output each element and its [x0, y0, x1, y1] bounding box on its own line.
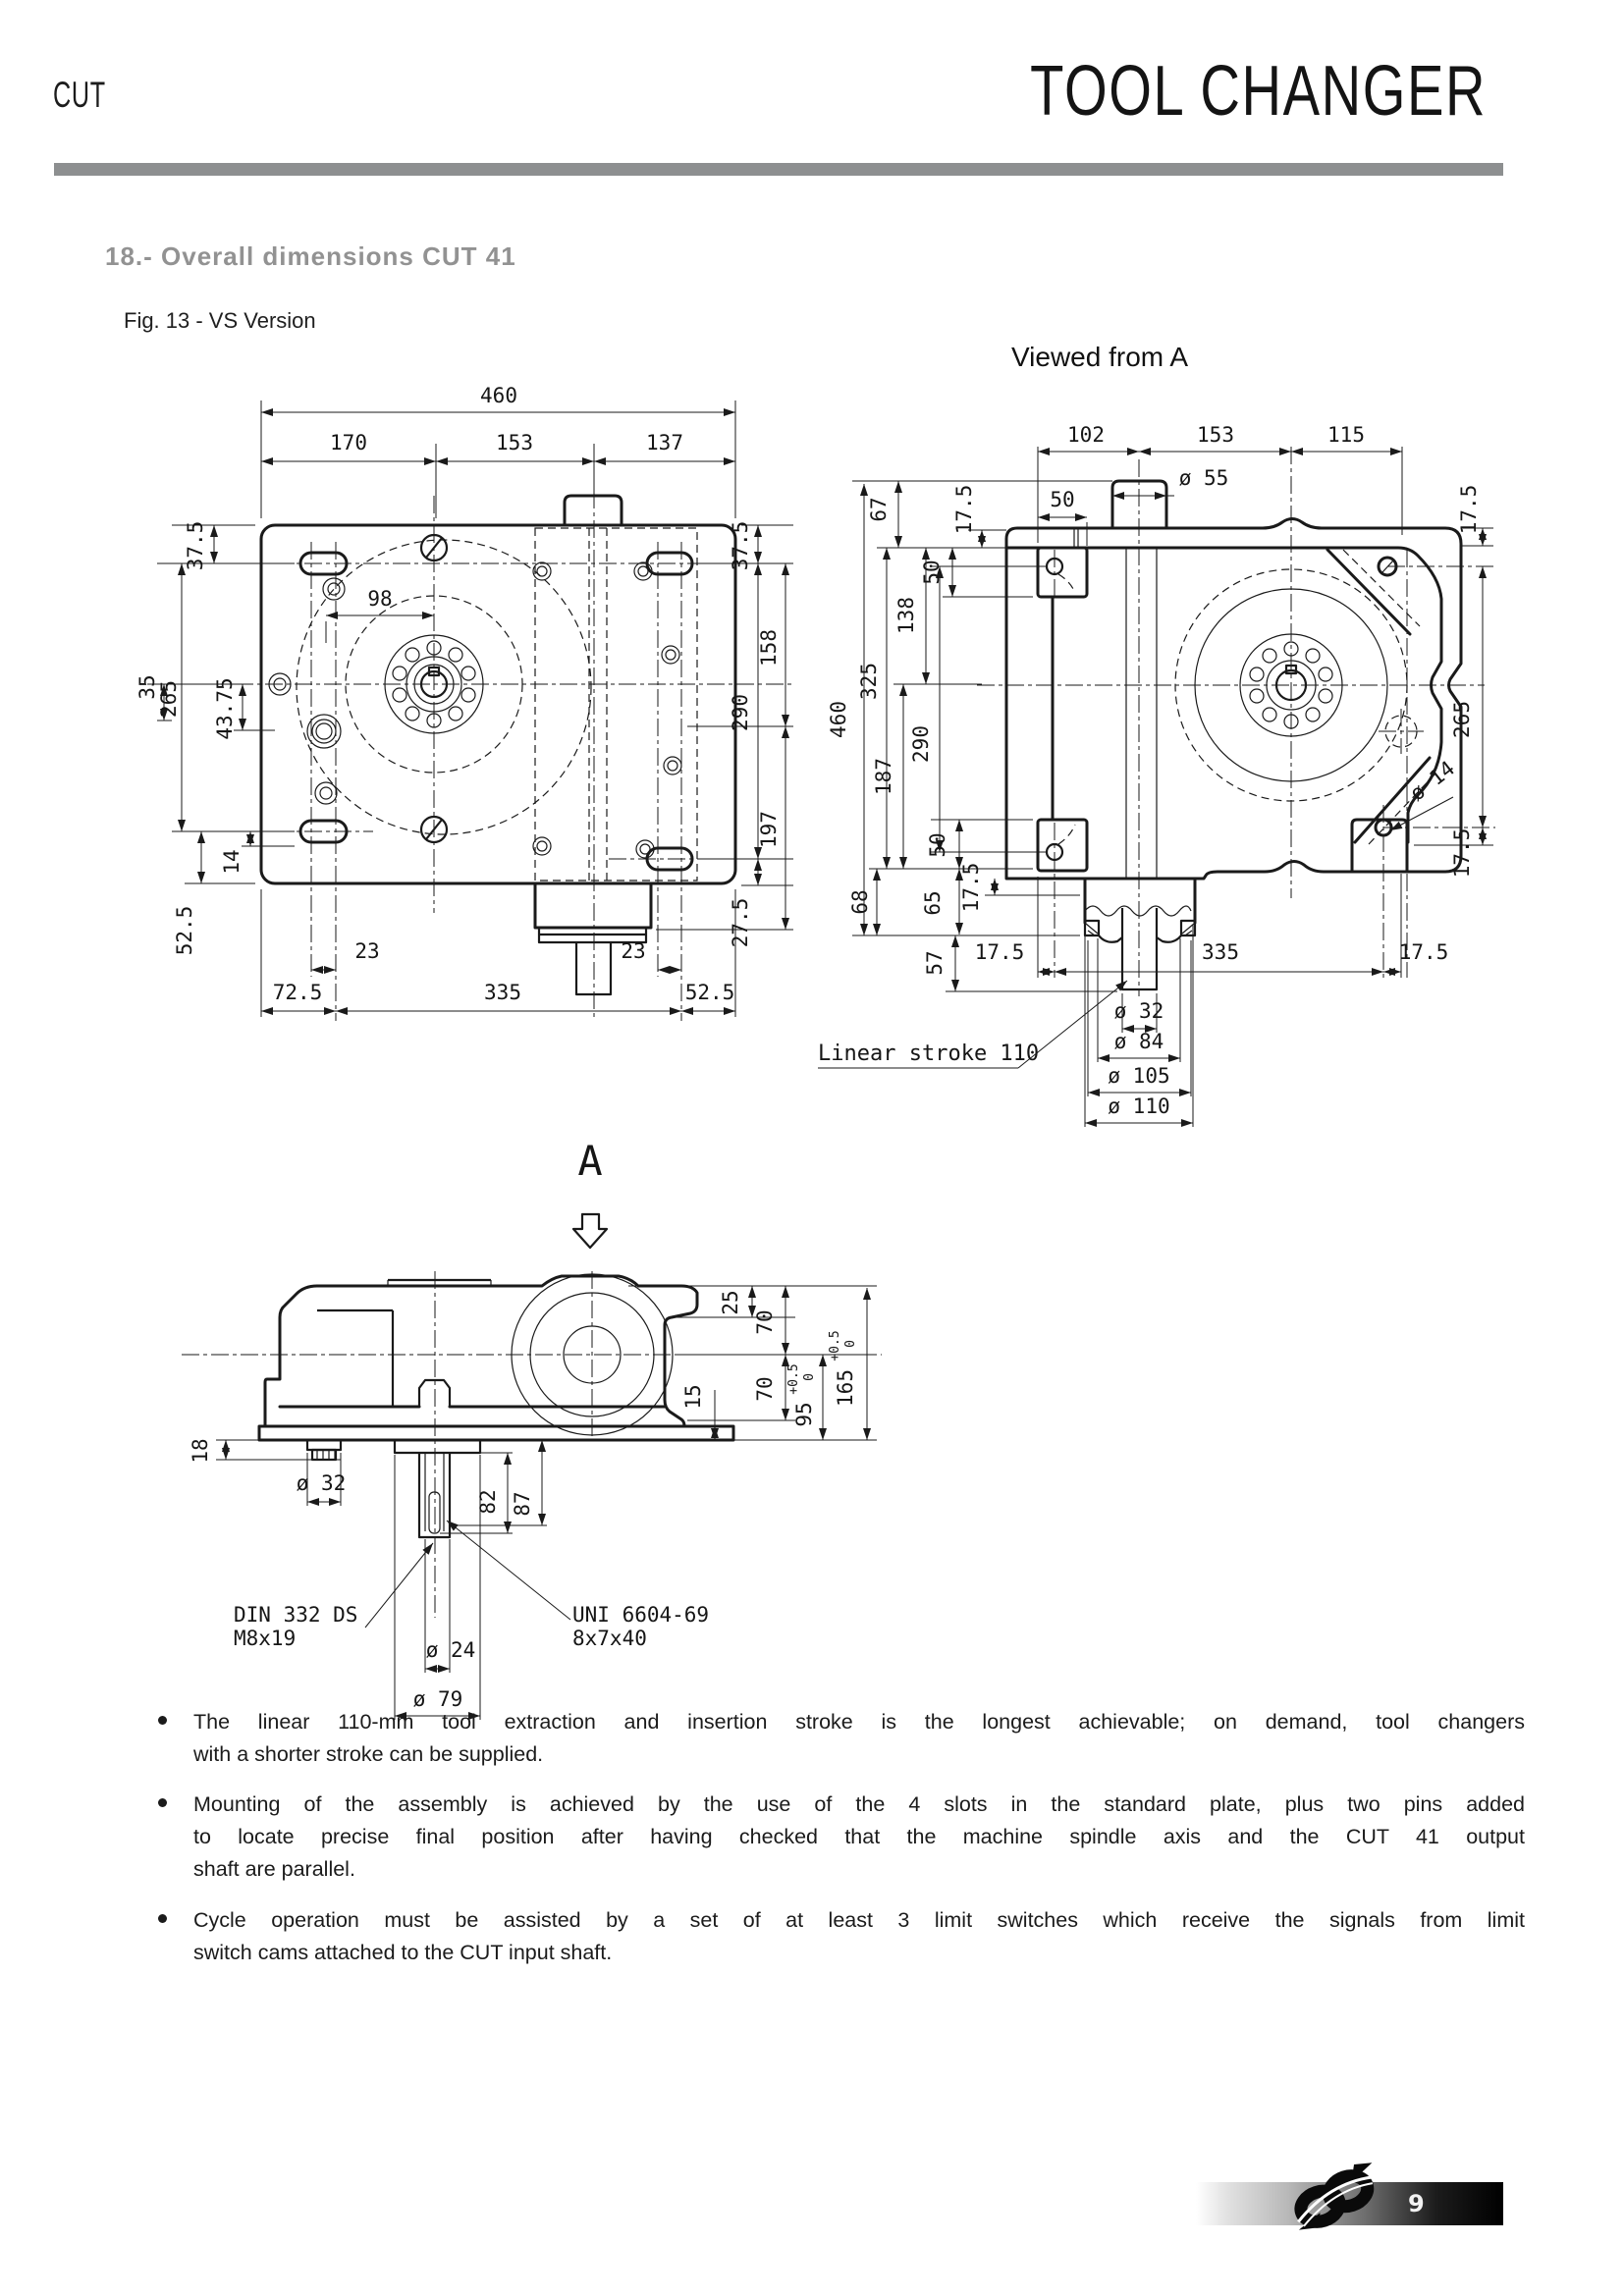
bullet-line: Cycle operation must be assisted by a set of at least 3 limit switches which receive the signals from limit [193, 1908, 1525, 1932]
dimension-label: M8x19 [234, 1627, 297, 1650]
dimension-label: 52.5 [684, 981, 735, 1004]
dimension-label: 65 [921, 890, 945, 916]
dimension-label: 17.5 [1398, 940, 1449, 964]
dimension-label: 18 [189, 1438, 212, 1464]
header-title: TOOL CHANGER [1030, 52, 1487, 131]
dimension-label: 37.5 [184, 520, 207, 571]
bullet-line: The linear 110-mm tool extraction and insertion stroke is the longest achievable; on demand, tool changers [193, 1710, 1525, 1734]
dimension-label: ø 32 [296, 1471, 347, 1495]
dimension-label: 460 [480, 384, 517, 407]
dimension-label: 265 [157, 680, 181, 718]
dimension-label: 50 [926, 832, 949, 858]
dimension-label: 52.5 [173, 905, 196, 956]
dimension-label: 70 [753, 1309, 777, 1335]
dimension-label: 8x7x40 [572, 1627, 647, 1650]
bullet-dot [158, 1914, 167, 1923]
dimension-label: 17.5 [974, 940, 1025, 964]
dimension-label: ø 105 [1108, 1064, 1170, 1088]
dimension-label: 290 [909, 725, 933, 763]
view-from-a-label: Viewed from A [1011, 342, 1189, 372]
dimension-label: 15 [681, 1384, 705, 1410]
bullet-line: to locate precise final position after having checked that the machine spindle axis and the CUT 41 output [193, 1825, 1525, 1848]
dimension-label: 17.5 [959, 862, 983, 913]
dimension-label: 335 [484, 981, 521, 1004]
bullet-dot [158, 1798, 167, 1807]
dimension-label: ø 84 [1113, 1030, 1164, 1053]
dimension-label: Linear stroke 110 [818, 1041, 1040, 1066]
brand-logo [1272, 2160, 1404, 2238]
bullet-line: Mounting of the assembly is achieved by the use of the 4 slots in the standard plate, plus two pins added [193, 1792, 1525, 1816]
figure-label: Fig. 13 - VS Version [124, 308, 316, 333]
bullet-item-1 [193, 1706, 1525, 1771]
drawing-side-view [147, 1119, 903, 1747]
dimension-label: A [577, 1137, 603, 1185]
bullet-line: with a shorter stroke can be supplied. [193, 1742, 544, 1766]
dimension-label: 57 [923, 950, 947, 976]
dimension-label: 95 [792, 1402, 816, 1427]
dimension-label: 70 [753, 1376, 777, 1402]
dimension-label: 87 [511, 1491, 534, 1517]
dimension-label: 25 [719, 1290, 742, 1315]
dimension-label: ø 55 [1178, 466, 1229, 490]
section-heading: 18.- Overall dimensions CUT 41 [105, 241, 516, 271]
dimension-label: ø 110 [1108, 1095, 1170, 1118]
dimension-label: 265 [1450, 701, 1474, 738]
header-product-name: CUT [53, 75, 106, 115]
dimension-label: 460 [827, 701, 850, 738]
dimension-label: 102 [1067, 423, 1105, 447]
dimension-label: UNI 6604-69 [572, 1603, 710, 1627]
dimension-label: 17.5 [1450, 828, 1474, 879]
bullet-item-2 [193, 1789, 1525, 1886]
dimension-label: 137 [646, 431, 683, 454]
dimension-label: 17.5 [952, 484, 976, 535]
dimension-label: 187 [872, 758, 895, 795]
dimension-label: 72.5 [272, 981, 323, 1004]
bullet-line: switch cams attached to the CUT input shaft. [193, 1941, 613, 1964]
dimension-label: 98 [367, 587, 393, 611]
dimension-label: 290 [729, 694, 752, 731]
dimension-label: 165 [834, 1369, 857, 1407]
dimension-label: ø 14 [1405, 756, 1460, 806]
drawing-front-view [805, 373, 1532, 1158]
dimension-label: 153 [496, 431, 533, 454]
dimension-label: 153 [1197, 423, 1234, 447]
dimension-label: 82 [476, 1489, 500, 1515]
dimension-label: 335 [1202, 940, 1239, 964]
header-rule [54, 163, 1503, 176]
dimension-label: 35 [135, 674, 159, 700]
dimension-label: 197 [757, 811, 781, 848]
dimension-label: 50 [920, 560, 944, 585]
dimension-label: +0.5 [786, 1363, 801, 1395]
page-number: 9 [1408, 2190, 1425, 2217]
dimension-label: 23 [354, 939, 380, 963]
dimension-label: 325 [857, 663, 881, 700]
dimension-label: 37.5 [729, 520, 752, 571]
side-dimension-labels [189, 1137, 858, 1711]
drawing-plan-view [118, 373, 815, 1041]
dimension-label: 0 [843, 1340, 858, 1348]
dimension-label: 23 [621, 939, 646, 963]
dimension-label: 158 [757, 629, 781, 667]
dimension-label: 170 [330, 431, 367, 454]
dimension-label: 68 [848, 889, 872, 915]
bullet-item-3 [193, 1904, 1525, 1969]
dimension-label: 43.75 [213, 677, 237, 740]
bullet-dot [158, 1716, 167, 1725]
dimension-label: 17.5 [1457, 484, 1481, 535]
dimension-label: DIN 332 DS [234, 1603, 358, 1627]
plan-dimension-labels [135, 384, 781, 1004]
dimension-label: 14 [220, 849, 244, 875]
dimension-label: ø 32 [1113, 999, 1164, 1023]
dimension-label: ø 24 [425, 1638, 476, 1662]
dimension-label: 0 [802, 1373, 817, 1381]
dimension-label: +0.5 [828, 1330, 842, 1362]
dimension-label: 27.5 [729, 897, 752, 948]
dimension-label: 138 [894, 597, 918, 634]
bullet-line: shaft are parallel. [193, 1857, 355, 1881]
dimension-label: 115 [1327, 423, 1365, 447]
dimension-label: ø 79 [412, 1687, 463, 1711]
dimension-label: 50 [1050, 488, 1075, 511]
dimension-label: 67 [867, 497, 891, 522]
